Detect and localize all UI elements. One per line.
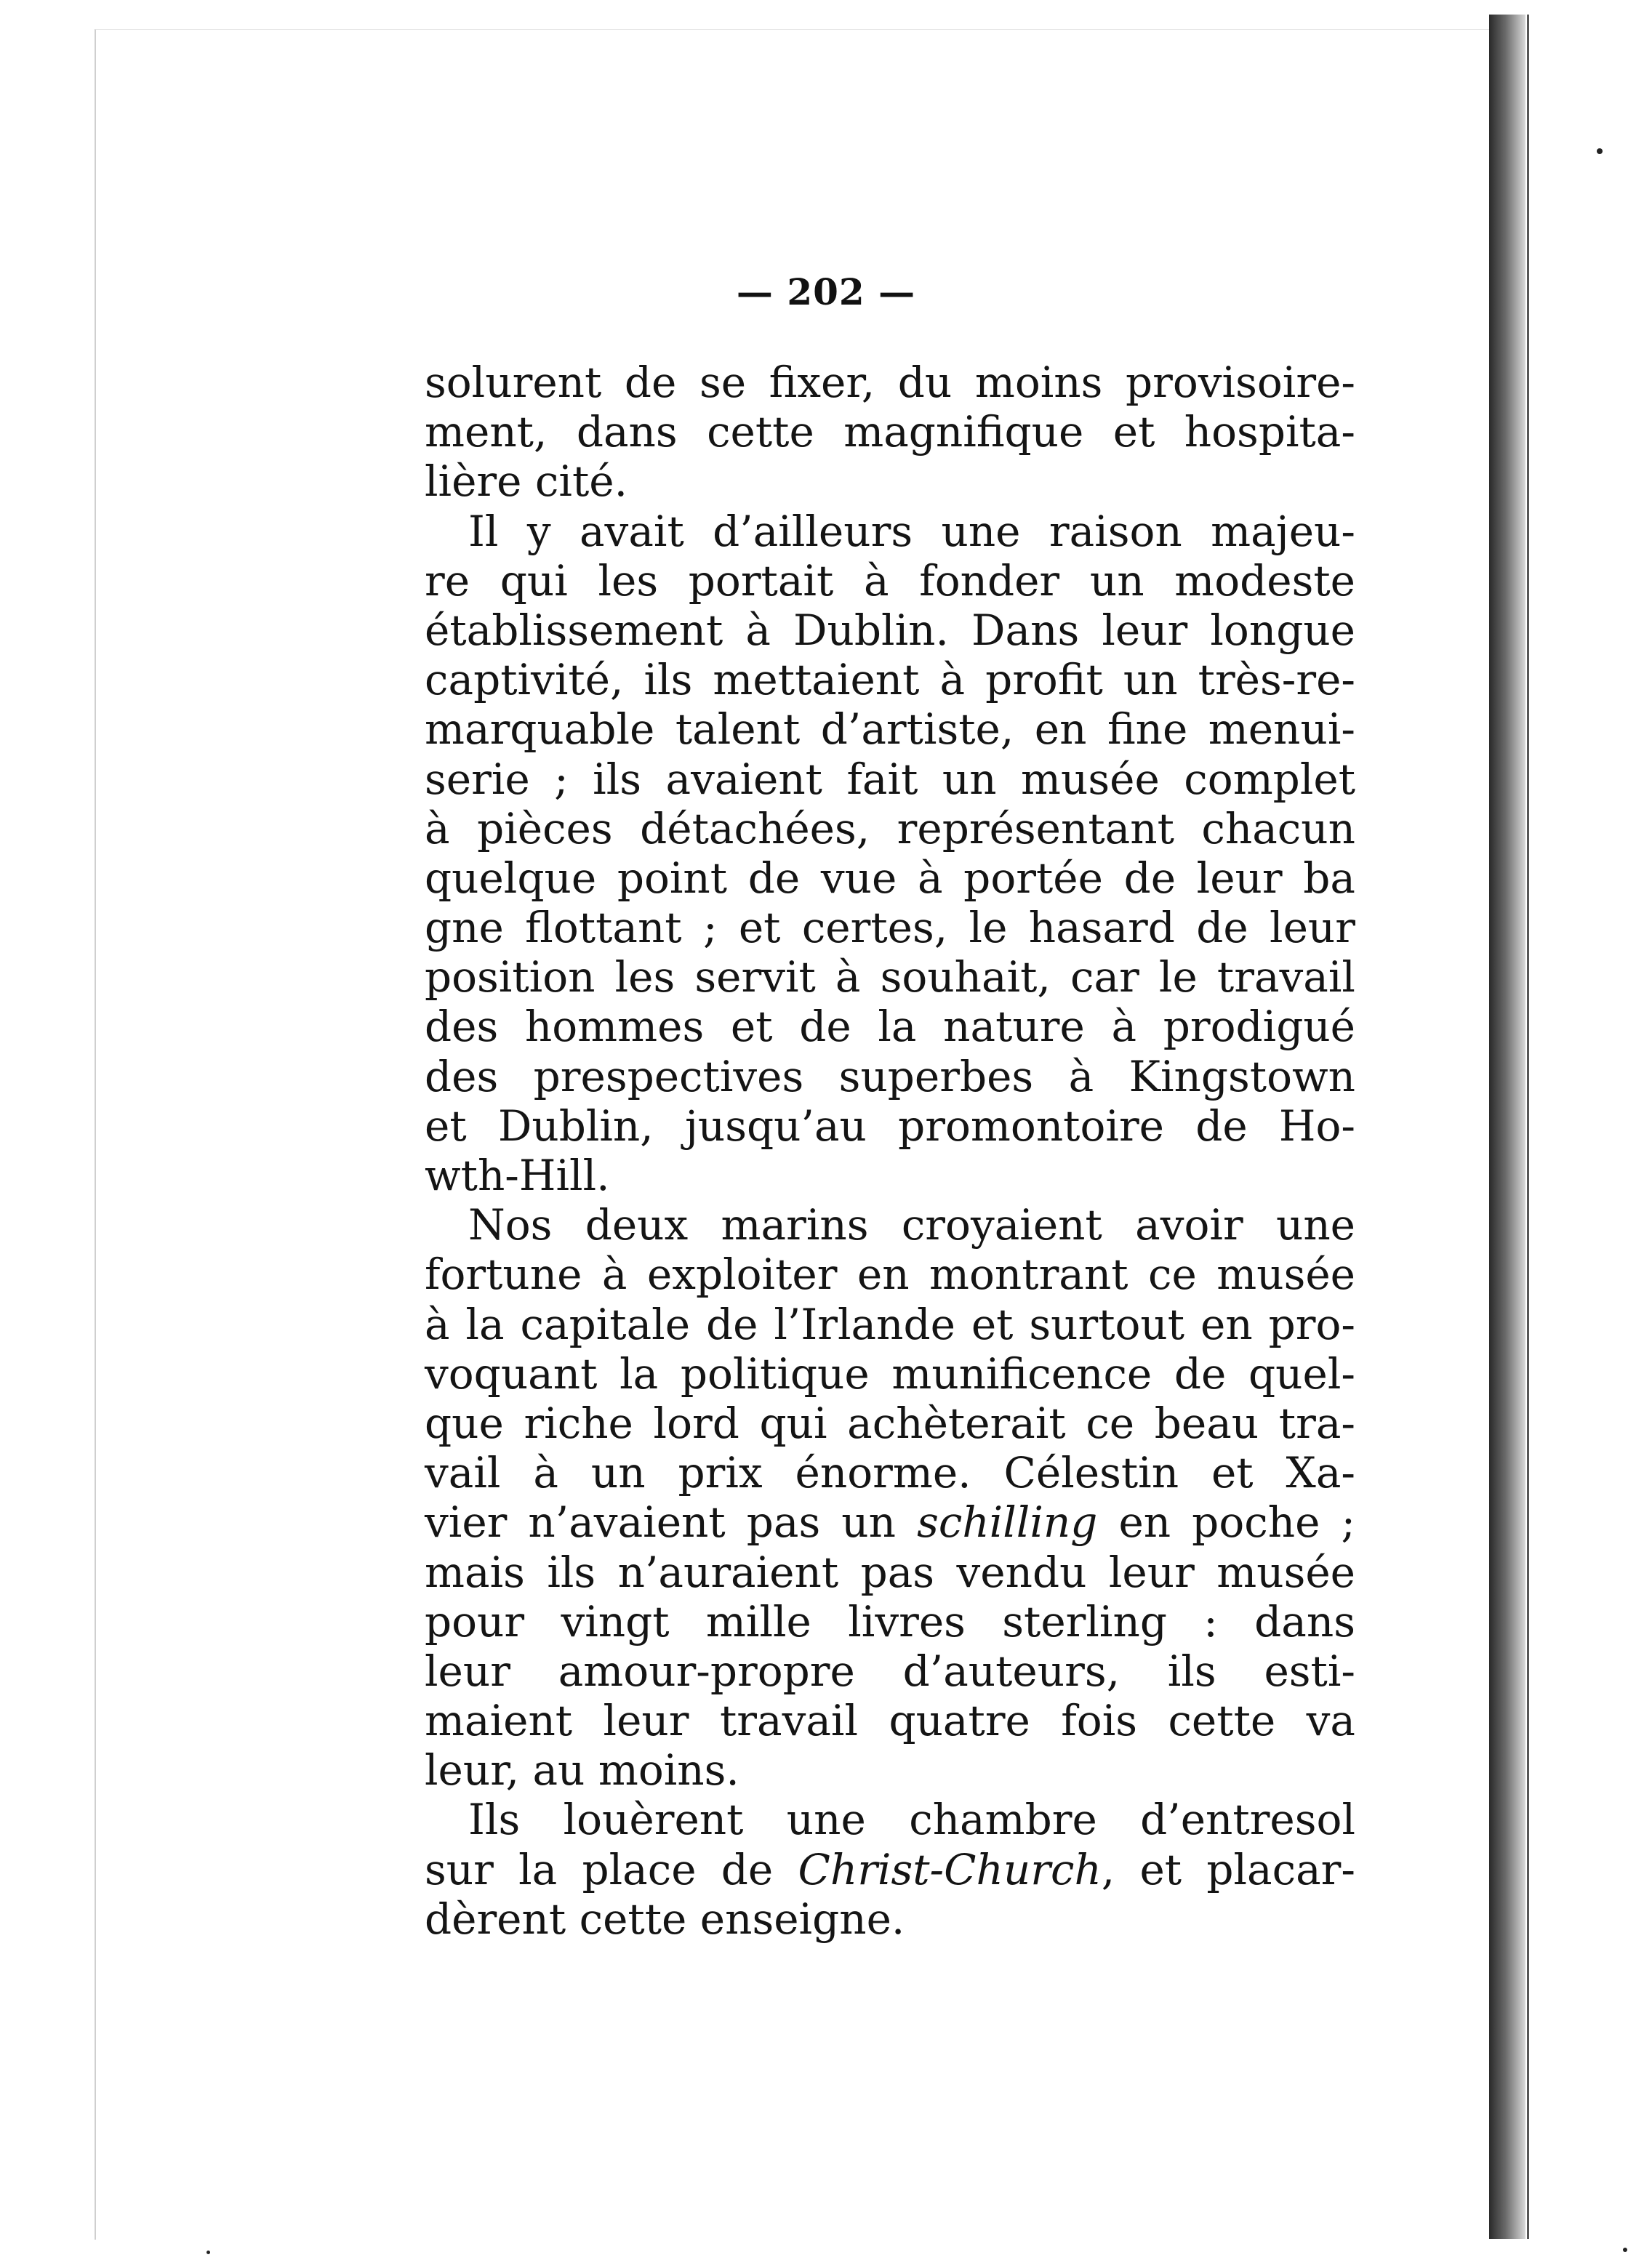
text-line: mais ils n’auraient pas vendu leur musée	[425, 1547, 1355, 1597]
text-run: sur la place de	[425, 1844, 798, 1894]
text-line: captivité, ils mettaient à profit un très-re-	[425, 655, 1355, 705]
text-line	[425, 1497, 1355, 1547]
text-line: leur amour-propre d’auteurs, ils esti-	[425, 1646, 1355, 1696]
text-line: pour vingt mille livres sterling : dans	[425, 1596, 1355, 1646]
ink-speck	[1623, 2248, 1627, 2252]
text-line: maient leur travail quatre fois cette va	[425, 1696, 1355, 1746]
text-line: re qui les portait à fonder un modeste	[425, 555, 1355, 606]
text-line: serie ; ils avaient fait un musée complet	[425, 754, 1355, 804]
text-line: Il y avait d’ailleurs une raison majeu-	[468, 506, 1355, 556]
page-number: — 202 —	[736, 270, 916, 313]
text-line: à la capitale de l’Irlande et surtout en pro-	[425, 1299, 1355, 1349]
ink-speck	[1597, 148, 1603, 154]
page-edge	[1527, 15, 1529, 2239]
text-line: ment, dans cette magnifique et hospita-	[425, 407, 1355, 457]
text-line: position les servit à souhait, car le travail	[425, 952, 1355, 1002]
text-run: , et placar-	[1101, 1844, 1355, 1894]
text-line: des prespectives superbes à Kingstown	[425, 1051, 1355, 1101]
text-line: Ils louèrent une chambre d’entresol	[468, 1795, 1355, 1845]
text-line: leur, au moins.	[425, 1745, 739, 1796]
text-run: vier n’avaient pas un	[425, 1497, 918, 1548]
text-line: wth-Hill.	[425, 1151, 610, 1200]
text-line: fortune à exploiter en montrant ce musée	[425, 1250, 1355, 1300]
text-line: marquable talent d’artiste, en fine menui-	[425, 704, 1355, 755]
text-line: Nos deux marins croyaient avoir une	[468, 1200, 1355, 1250]
text-line: à pièces détachées, représentant chacun	[425, 803, 1355, 853]
text-line: et Dublin, jusqu’au promontoire de Ho-	[425, 1101, 1355, 1151]
text-run: en poche ;	[1097, 1497, 1356, 1548]
text-line: gne flottant ; et certes, le hasard de leur	[425, 903, 1355, 953]
page-spine-shadow	[1489, 15, 1525, 2239]
text-line: des hommes et de la nature à prodigué	[425, 1002, 1355, 1052]
italic-word: Christ-Church	[798, 1844, 1102, 1894]
text-line	[425, 1845, 1355, 1894]
text-line: lière cité.	[425, 457, 628, 507]
text-line: quelque point de vue à portée de leur ba	[425, 853, 1355, 903]
text-line: solurent de se fixer, du moins provisoire-	[425, 358, 1355, 407]
text-line: que riche lord qui achèterait ce beau tra-	[425, 1398, 1355, 1448]
ink-speck	[206, 2251, 210, 2254]
text-line: voquant la politique munificence de quel-	[425, 1348, 1355, 1399]
text-line: dèrent cette enseigne.	[425, 1894, 905, 1944]
body-text	[425, 358, 1355, 1944]
italic-word: schilling	[917, 1497, 1098, 1548]
text-line: vail à un prix énorme. Célestin et Xa-	[425, 1448, 1355, 1498]
text-line: établissement à Dublin. Dans leur longue	[425, 605, 1355, 655]
